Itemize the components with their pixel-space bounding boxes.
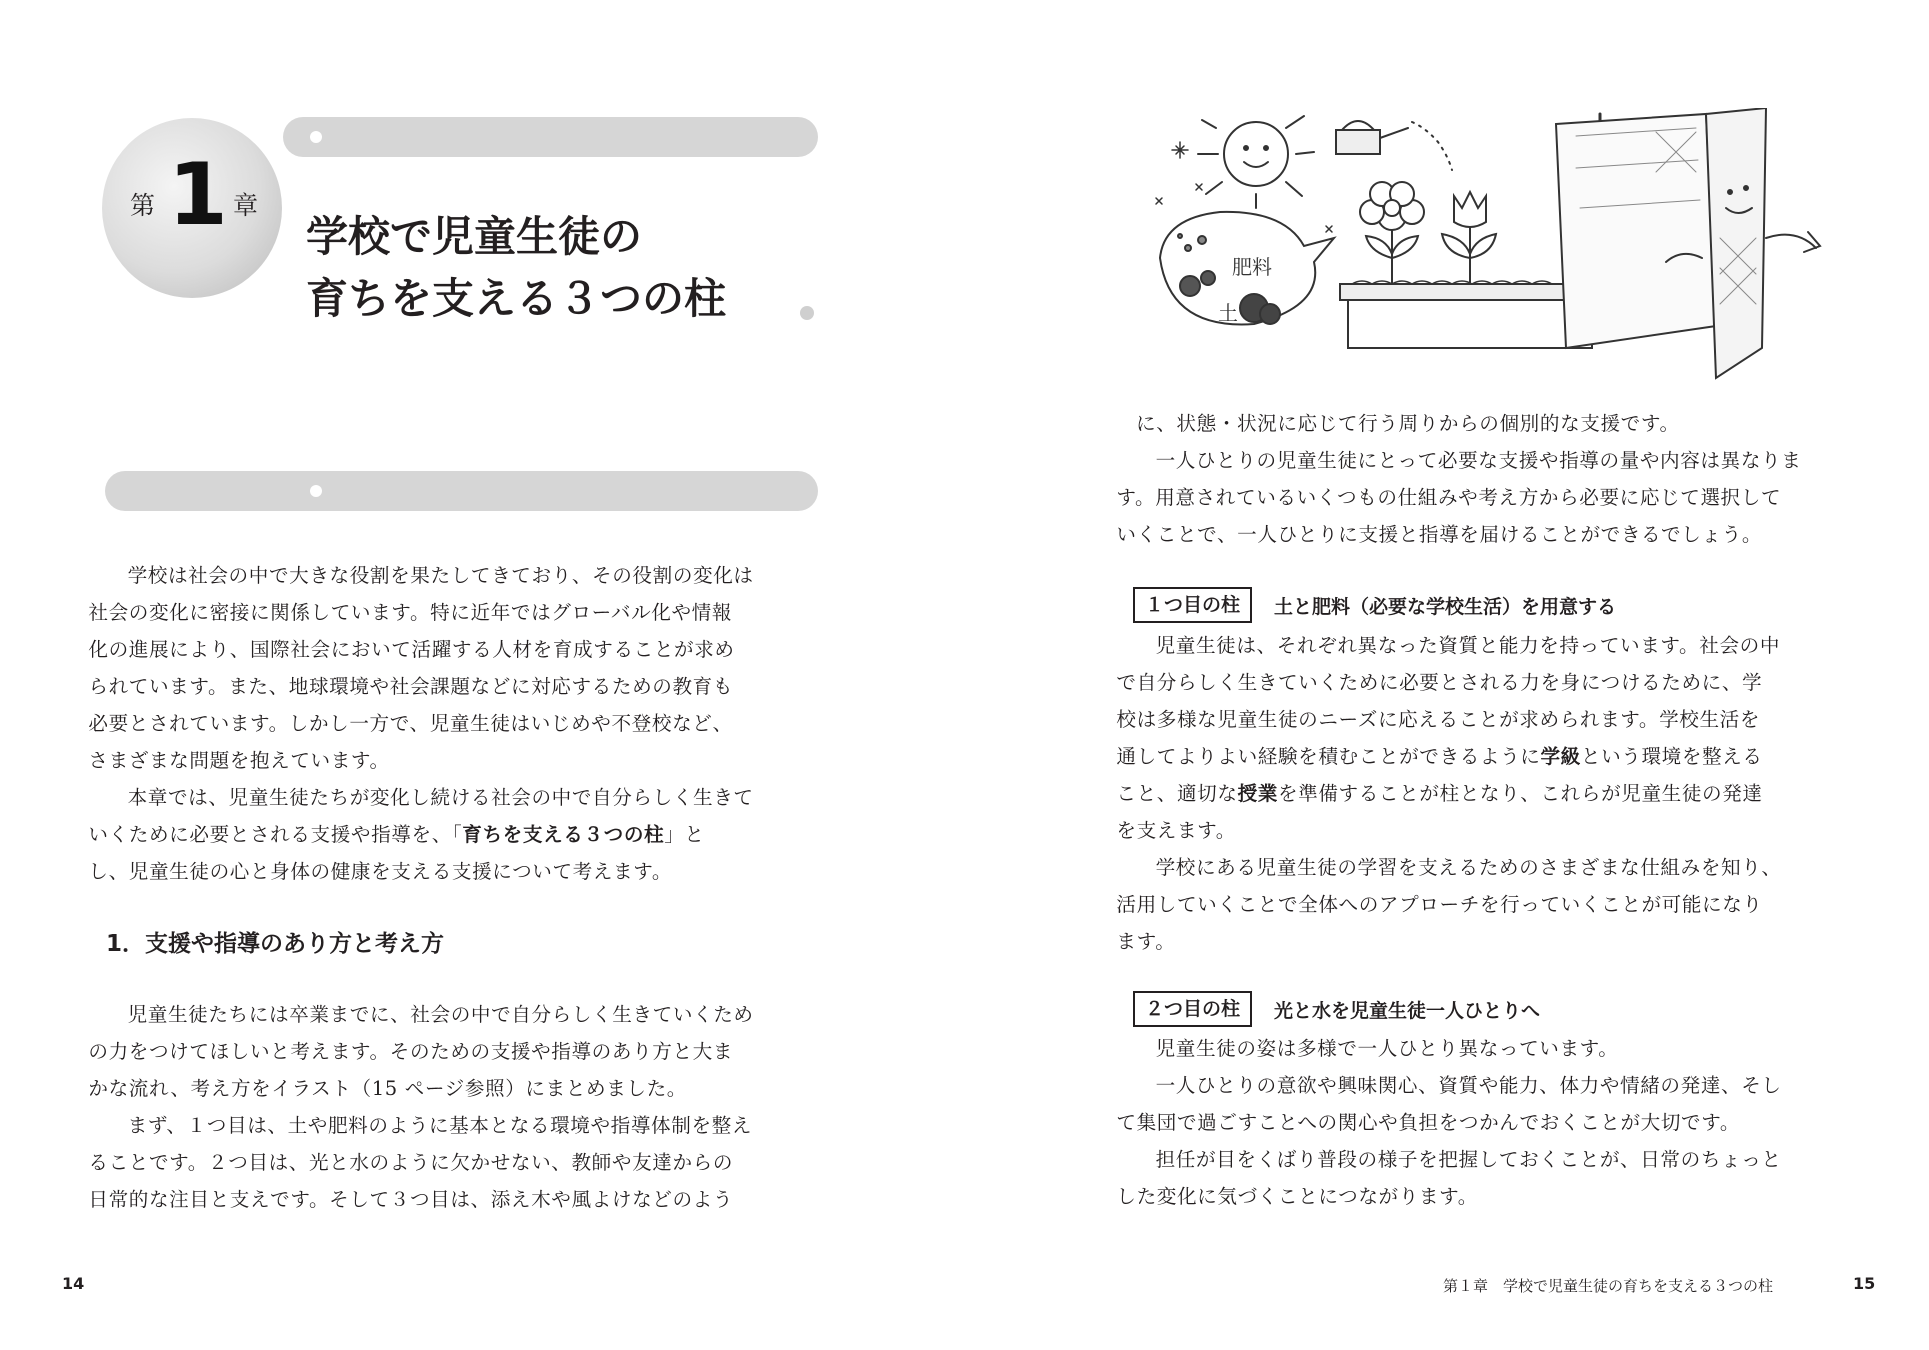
text-line: 児童生徒たちには卒業までに、社会の中で自分らしく生きていくため [127, 1003, 754, 1026]
text-line: 担任が目をくばり普段の様子を把握しておくことが、日常のちょっと [1155, 1148, 1782, 1171]
chapter-suffix: 章 [233, 191, 259, 220]
text-line: す。用意されているいくつもの仕組みや考え方から必要に応じて選択して [1116, 486, 1782, 509]
garden-illustration [1136, 108, 1836, 386]
section-paragraph-1 [88, 996, 820, 1107]
pillar-1-paragraph-2 [1116, 849, 1848, 960]
pillar-2-title: 光と水を児童生徒一人ひとりへ [1274, 999, 1541, 1022]
text-line: まず、１つ目は、土や肥料のように基本となる環境や指導体制を整え [127, 1114, 753, 1137]
bold-word-lesson: 授業 [1237, 782, 1278, 805]
text-line: 学校にある児童生徒の学習を支えるためのさまざまな仕組みを知り、 [1155, 856, 1782, 879]
text-line: ます。 [1116, 930, 1176, 953]
title-bar-dot [310, 131, 322, 143]
pillar-1-heading [1133, 587, 1616, 623]
text-line: て集団で過ごすことへの関心や負担をつかんでおくことが大切です。 [1116, 1111, 1741, 1134]
section-heading: 1．支援や指導のあり方と考え方 [106, 931, 445, 957]
windbreak-screen [1556, 108, 1820, 378]
text-line: 化の進展により、国際社会において活躍する人材を育成することが求め [88, 638, 735, 661]
text-line: さまざまな問題を抱えています。 [88, 749, 390, 772]
text-line: した変化に気づくことにつながります。 [1116, 1185, 1478, 1208]
text-run: 」と [664, 823, 705, 846]
text-line: 必要とされています。しかし一方で、児童生徒はいじめや不登校など、 [88, 712, 733, 735]
pillar-1-paragraph-1 [1116, 627, 1848, 849]
intro-bar-dot [310, 485, 322, 497]
pillar-2-heading [1133, 991, 1540, 1027]
text-run: を準備することが柱となり、これらが児童生徒の発達 [1277, 782, 1763, 805]
label-soil: 土 [1218, 301, 1238, 325]
text-line: かな流れ、考え方をイラスト（15 ページ参照）にまとめました。 [88, 1077, 687, 1100]
text-line: し、児童生徒の心と身体の健康を支える支援について考えます。 [88, 860, 673, 883]
text-line: 一人ひとりの意欲や興味関心、資質や能力、体力や情緒の発達、そし [1155, 1074, 1782, 1097]
text-line: 学校は社会の中で大きな役割を果たしてきており、その役割の変化は [127, 564, 754, 587]
text-line: の力をつけてほしいと考えます。そのための支援や指導のあり方と大ま [88, 1040, 734, 1063]
text-line [88, 823, 704, 846]
text-line: 活用していくことで全体へのアプローチを行っていくことが可能になり [1116, 893, 1763, 916]
text-line: いくことで、一人ひとりに支援と指導を届けることができるでしょう。 [1116, 523, 1763, 546]
tulip-icon [1442, 192, 1496, 284]
text-line: 児童生徒は、それぞれ異なった資質と能力を持っています。社会の中 [1155, 634, 1781, 657]
page-number-left: 14 [62, 1274, 85, 1293]
pillar-1-title: 土と肥料（必要な学校生活）を用意する [1274, 595, 1617, 618]
text-run: こと、適切な [1116, 782, 1238, 805]
text-run: 通してよりよい経験を積むことができるように [1116, 745, 1541, 768]
pillar-2-tag: ２つ目の柱 [1133, 991, 1252, 1027]
text-line: 本章では、児童生徒たちが変化し続ける社会の中で自分らしく生きて [127, 786, 754, 809]
intro-paragraph-1 [88, 557, 820, 779]
title-bar [283, 117, 818, 157]
section-text [88, 996, 820, 1218]
planter-box [1340, 281, 1600, 348]
pillar-2-paragraph-1: 児童生徒の姿は多様で一人ひとり異なっています。 [1155, 1037, 1619, 1060]
page-number-right: 15 [1853, 1274, 1876, 1293]
pillar-1-text [1116, 627, 1848, 960]
text-line: 日常的な注目と支えです。そして３つ目は、添え木や風よけなどのよう [88, 1188, 734, 1211]
bold-word-class: 学級 [1540, 745, 1581, 768]
right-text-top [1116, 405, 1848, 553]
pillar-2-paragraph-3 [1116, 1141, 1848, 1215]
text-run: という環境を整える [1580, 745, 1763, 768]
label-fertilizer: 肥料 [1232, 255, 1272, 279]
text-line: ることです。２つ目は、光と水のように欠かせない、教師や友達からの [88, 1151, 734, 1174]
text-line: を支えます。 [1116, 819, 1237, 842]
intro-text [88, 557, 820, 890]
section-paragraph-2 [88, 1107, 820, 1218]
text-line [1116, 782, 1762, 805]
running-head: 第１章 学校で児童生徒の育ちを支える３つの柱 [1443, 1277, 1774, 1295]
chapter-title-line-2: 育ちを支える３つの柱 [306, 274, 727, 323]
pillar-1-tag: １つ目の柱 [1133, 587, 1252, 623]
pillar-2-text [1116, 1030, 1848, 1215]
chapter-number: 1 [168, 145, 228, 245]
chapter-prefix: 第 [130, 191, 156, 220]
flower-icon [1360, 182, 1424, 284]
chapter-title [306, 206, 726, 330]
chapter-title-line-1: 学校で児童生徒の [306, 212, 643, 261]
text-run: いくために必要とされる支援や指導を、「 [88, 823, 463, 846]
text-line [1116, 745, 1762, 768]
text-line: られています。また、地球環境や社会課題などに対応するための教育も [88, 675, 734, 698]
text-line: で自分らしく生きていくために必要とされる力を身につけるために、学 [1116, 671, 1763, 694]
text-line: 校は多様な児童生徒のニーズに応えることが求められます。学校生活を [1116, 708, 1761, 731]
title-accent-dot [800, 306, 814, 320]
paragraph-2 [1116, 442, 1848, 553]
continuation-line: に、状態・状況に応じて行う周りからの個別的な支援です。 [1136, 412, 1680, 435]
pillar-2-paragraph-2 [1116, 1067, 1848, 1141]
bold-phrase-three-pillars: 育ちを支える３つの柱 [462, 823, 665, 846]
text-line: 一人ひとりの児童生徒にとって必要な支援や指導の量や内容は異なりま [1155, 449, 1802, 472]
sun-icon [1198, 116, 1314, 208]
intro-paragraph-2 [88, 779, 820, 890]
watering-can-icon [1336, 121, 1452, 170]
text-line: 社会の変化に密接に関係しています。特に近年ではグローバル化や情報 [88, 601, 733, 624]
intro-bar [105, 471, 818, 511]
